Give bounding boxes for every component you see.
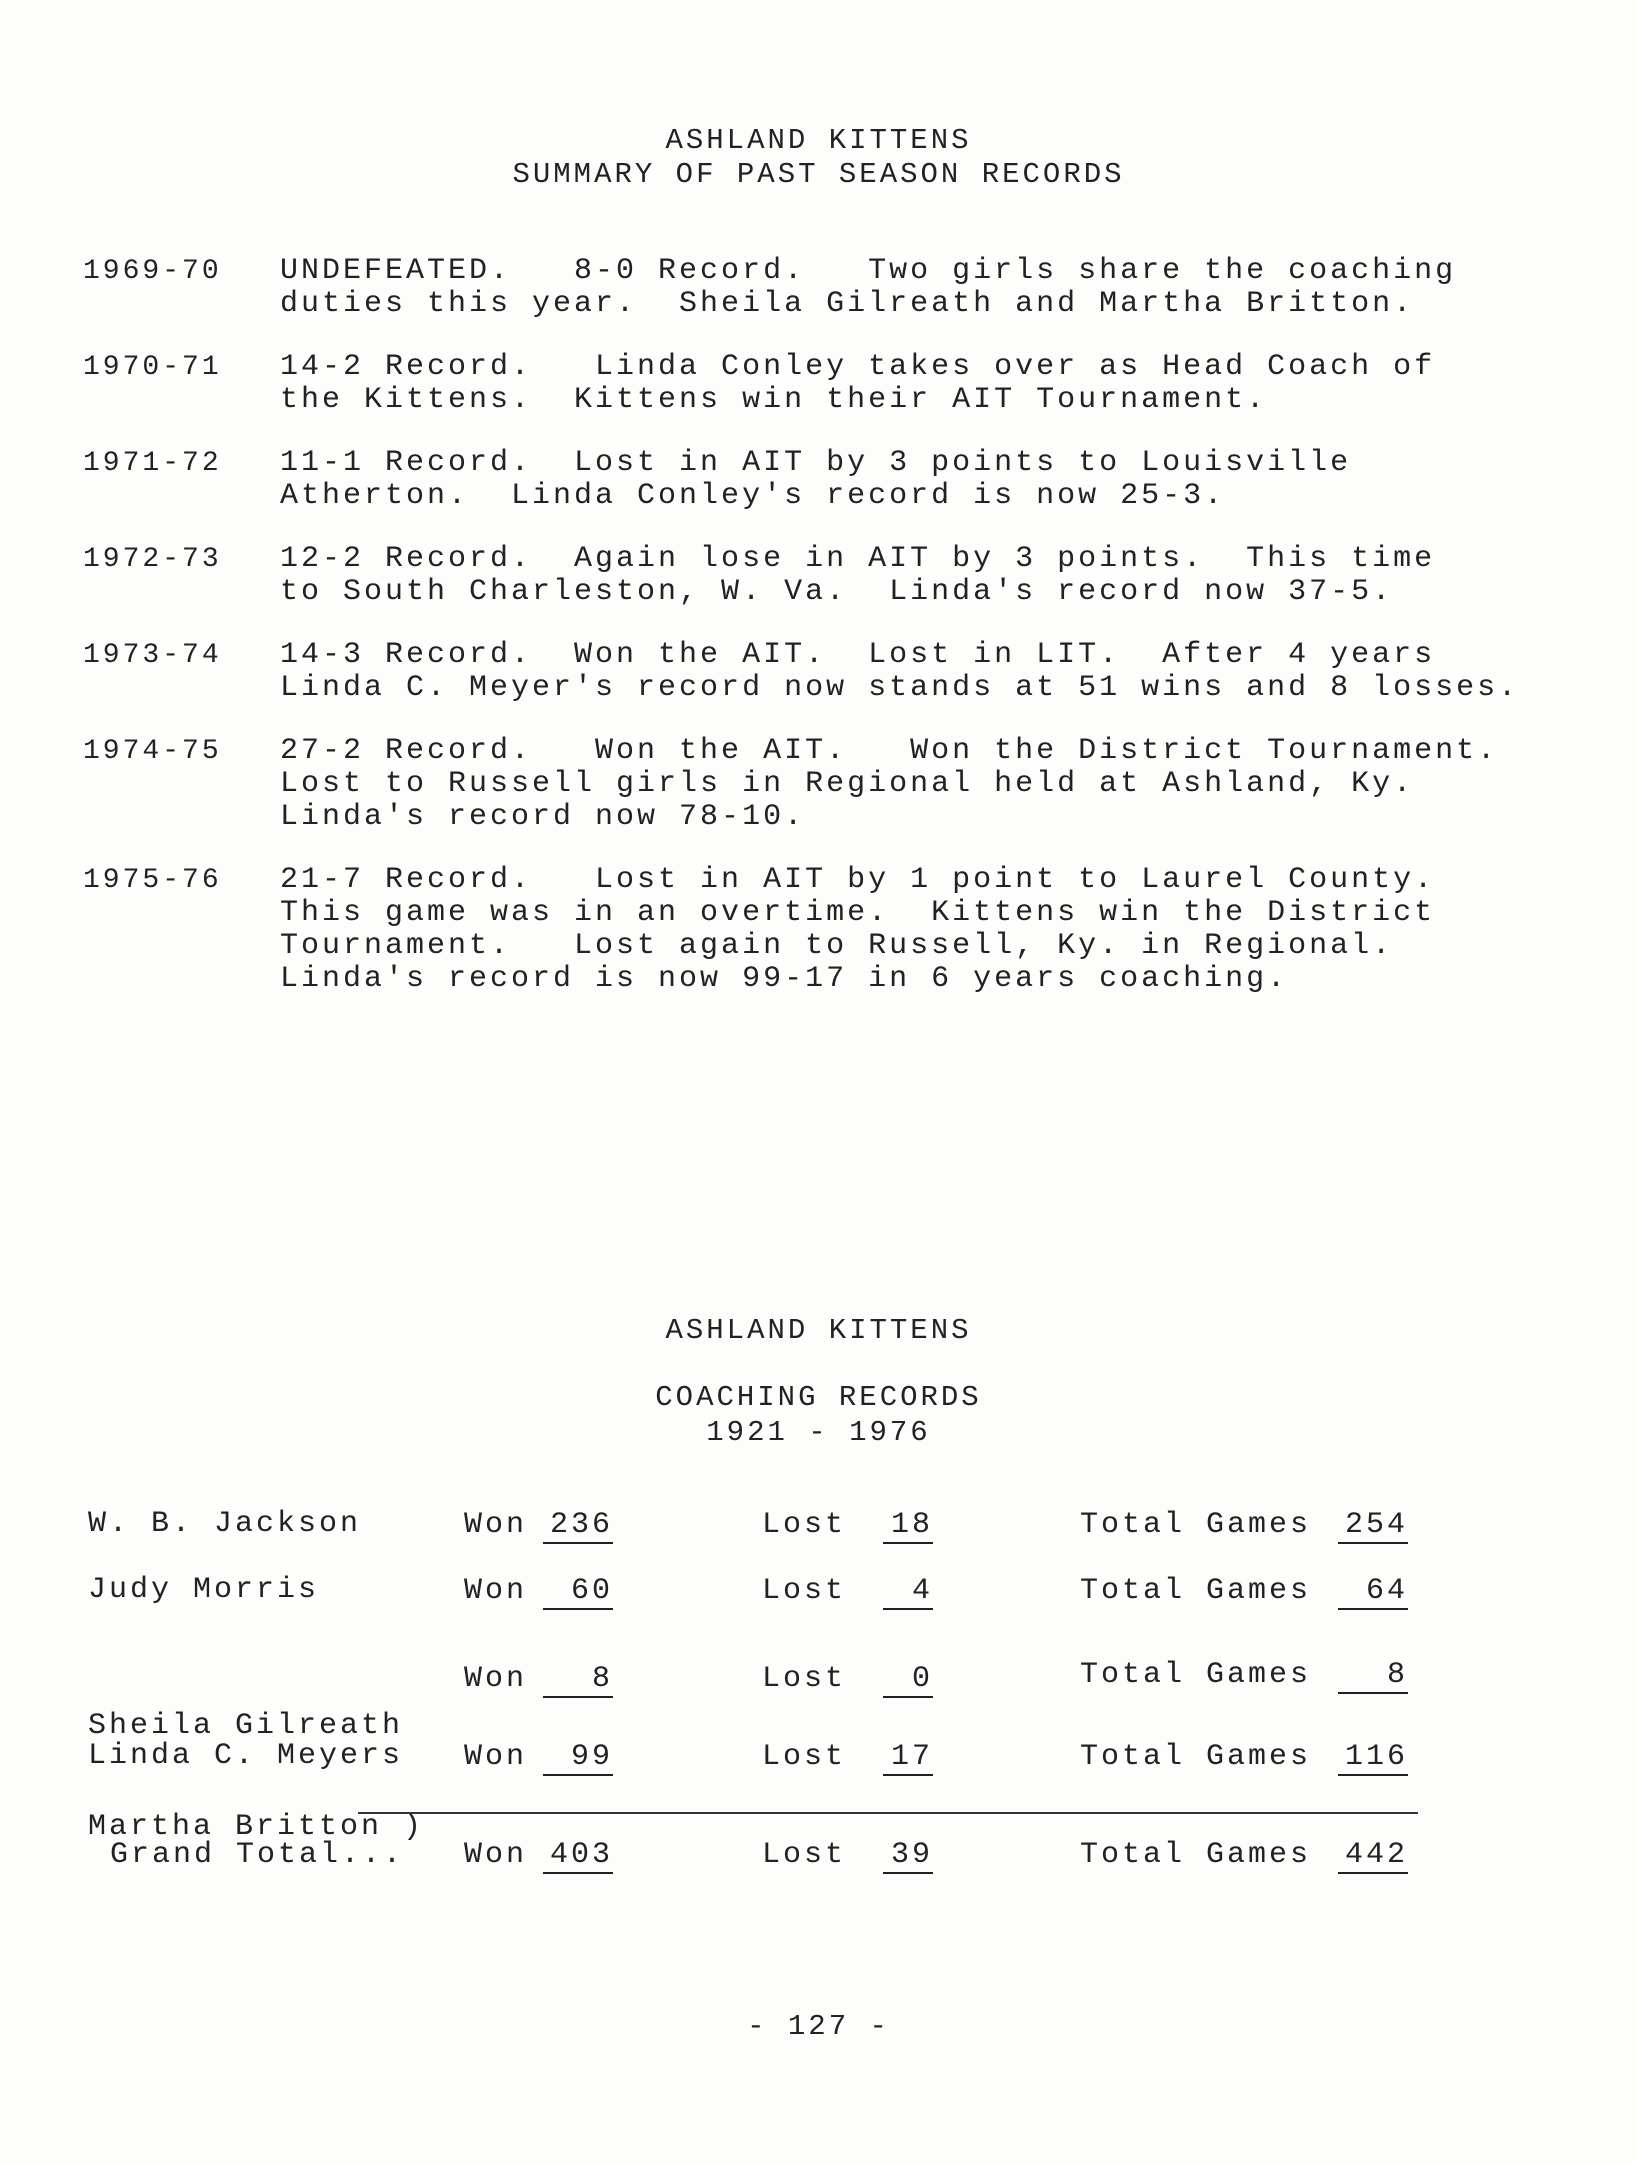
season-line: 14-2 Record. Linda Conley takes over as Head Coach of (280, 350, 1436, 384)
season-entry (83, 255, 1583, 321)
summary-subtitle: SUMMARY OF PAST SEASON RECORDS (512, 158, 1125, 191)
season-line: the Kittens. Kittens win their AIT Tournament. (280, 383, 1268, 417)
coach-name-line: Judy Morris (88, 1573, 320, 1607)
lost-value: 17 (883, 1740, 933, 1776)
season-line: 12-2 Record. Again lose in AIT by 3 points. This time (280, 542, 1436, 576)
coach-name-line: W. B. Jackson (88, 1507, 362, 1541)
season-line: 21-7 Record. Lost in AIT by 1 point to Laurel County. (280, 863, 1436, 897)
total-label: Total Games (1080, 1658, 1312, 1692)
coach-row (88, 1574, 1428, 1644)
season-line: Linda C. Meyer's record now stands at 51 wins and 8 losses. (280, 671, 1520, 705)
grand-total-row (88, 1838, 1428, 1908)
season-line: Atherton. Linda Conley's record is now 25-3. (280, 479, 1226, 513)
coach-name-line: Sheila Gilreath (88, 1709, 404, 1743)
season-entry (83, 351, 1583, 417)
season-line: Linda's record now 78-10. (280, 800, 806, 834)
won-label: Won (464, 1508, 528, 1542)
total-label: Total Games (1080, 1740, 1312, 1774)
season-line: 14-3 Record. Won the AIT. Lost in LIT. After 4 years (280, 638, 1436, 672)
total-label: Total Games (1080, 1508, 1312, 1542)
season-line: UNDEFEATED. 8-0 Record. Two girls share the coaching (280, 254, 1457, 288)
won-value: 99 (543, 1740, 613, 1776)
lost-value: 4 (883, 1574, 933, 1610)
season-text (280, 447, 1583, 513)
season-line: Lost to Russell girls in Regional held at Ashland, Ky. (280, 767, 1415, 801)
lost-label: Lost (762, 1838, 847, 1872)
total-label: Total Games (1080, 1838, 1312, 1872)
season-year: 1970-71 (83, 352, 222, 383)
season-line: 11-1 Record. Lost in AIT by 3 points to Louisville (280, 446, 1352, 480)
season-line: duties this year. Sheila Gilreath and Martha Britton. (280, 287, 1415, 321)
season-text (280, 543, 1583, 609)
summary-title: ASHLAND KITTENS (665, 124, 972, 157)
coach-name-line: Martha Britton ) (88, 1810, 425, 1844)
season-year: 1975-76 (83, 865, 222, 896)
coaching-title: ASHLAND KITTENS (665, 1314, 972, 1347)
season-year: 1974-75 (83, 736, 222, 767)
lost-label: Lost (762, 1508, 847, 1542)
lost-label: Lost (762, 1740, 847, 1774)
lost-value: 18 (883, 1508, 933, 1544)
season-year: 1973-74 (83, 640, 222, 671)
season-year: 1972-73 (83, 544, 222, 575)
season-text (280, 864, 1583, 996)
page-number: - 127 - (747, 2010, 890, 2043)
won-value: 403 (543, 1838, 613, 1874)
total-value: 64 (1338, 1574, 1408, 1610)
coach-row (88, 1740, 1428, 1810)
lost-label: Lost (762, 1574, 847, 1608)
total-divider (358, 1812, 1418, 1814)
season-line: 27-2 Record. Won the AIT. Won the District Tournament. (280, 734, 1499, 768)
season-entry (83, 864, 1583, 996)
season-text (280, 639, 1583, 705)
coach-name (88, 1508, 361, 1541)
season-line: Linda's record is now 99-17 in 6 years coaching. (280, 962, 1289, 996)
coaching-subtitle: COACHING RECORDS (655, 1381, 982, 1414)
won-value: 8 (543, 1662, 613, 1698)
grand-total-label: Grand Total... (110, 1838, 405, 1872)
total-label: Total Games (1080, 1574, 1312, 1608)
coach-name (88, 1740, 403, 1773)
season-line: Tournament. Lost again to Russell, Ky. in Regional. (280, 929, 1394, 963)
total-value: 254 (1338, 1508, 1408, 1544)
total-value: 8 (1338, 1658, 1408, 1694)
season-line: This game was in an overtime. Kittens win the District (280, 896, 1436, 930)
season-year: 1969-70 (83, 256, 222, 287)
season-line: to South Charleston, W. Va. Linda's record now 37-5. (280, 575, 1394, 609)
won-label: Won (464, 1662, 528, 1696)
won-label: Won (464, 1838, 528, 1872)
season-text (280, 255, 1583, 321)
won-value: 236 (543, 1508, 613, 1544)
coach-name (88, 1574, 319, 1607)
won-value: 60 (543, 1574, 613, 1610)
coach-row (88, 1508, 1428, 1578)
total-value: 442 (1338, 1838, 1408, 1874)
season-text (280, 351, 1583, 417)
won-label: Won (464, 1574, 528, 1608)
total-value: 116 (1338, 1740, 1408, 1776)
won-label: Won (464, 1740, 528, 1774)
lost-value: 39 (883, 1838, 933, 1874)
season-year: 1971-72 (83, 448, 222, 479)
season-entry (83, 543, 1583, 609)
coach-name-line: Linda C. Meyers (88, 1739, 404, 1773)
season-entry (83, 639, 1583, 705)
coaching-years: 1921 - 1976 (706, 1416, 931, 1449)
season-text (280, 735, 1583, 834)
season-entry (83, 447, 1583, 513)
lost-value: 0 (883, 1662, 933, 1698)
season-entry (83, 735, 1583, 834)
season-list (83, 255, 1583, 1026)
lost-label: Lost (762, 1662, 847, 1696)
